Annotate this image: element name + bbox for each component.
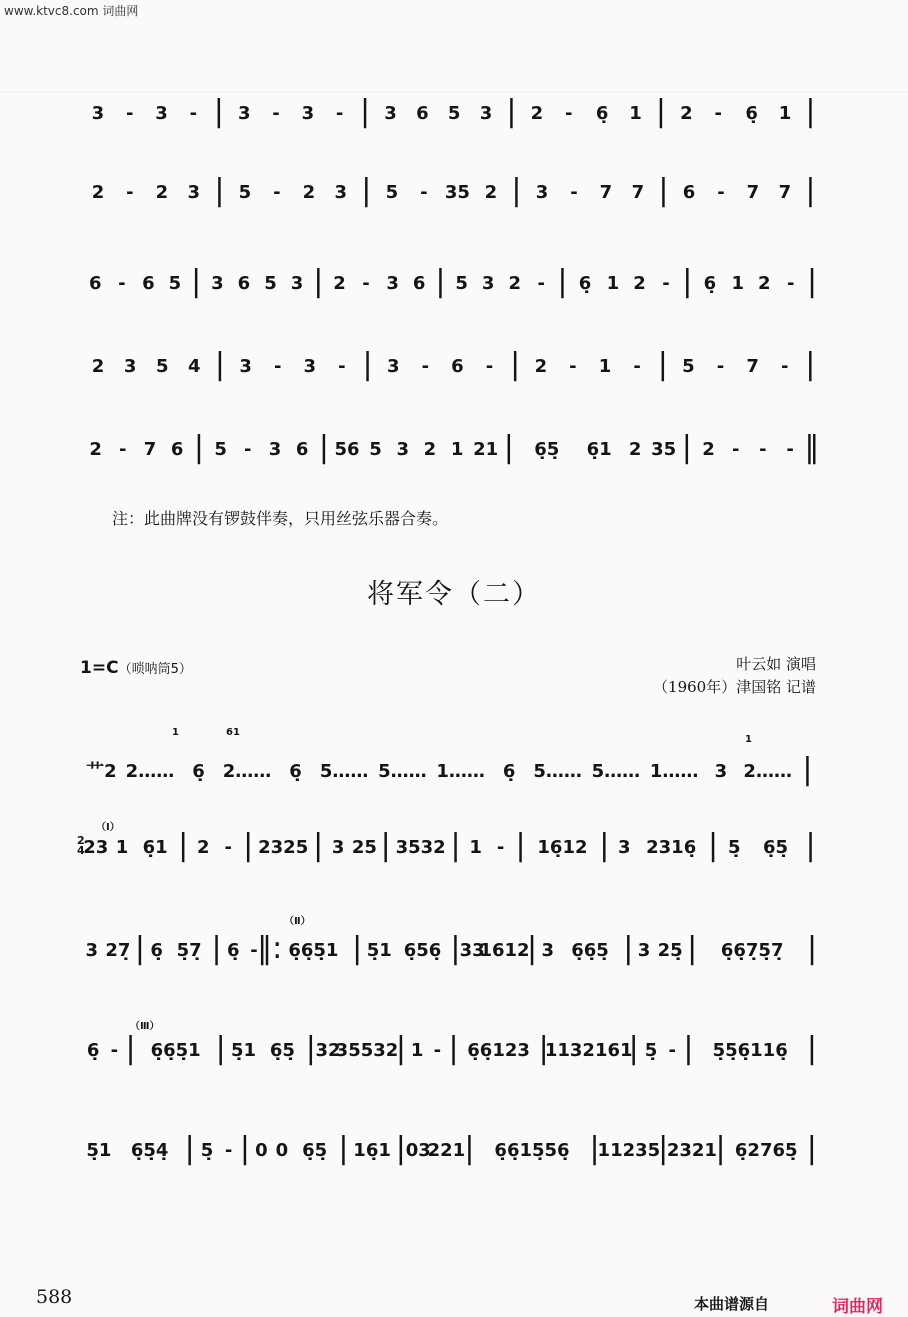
note: 2 <box>333 273 346 294</box>
note: 6 <box>451 356 464 377</box>
note: 2 <box>91 356 105 377</box>
score-title: 将军令（二） <box>367 579 541 610</box>
score-one-row-3 <box>0 264 908 324</box>
note: 3 <box>541 940 555 961</box>
note: 5 <box>447 103 461 124</box>
barline: | <box>658 1131 669 1166</box>
note: 6̣5̣ <box>302 1140 328 1161</box>
note: - <box>224 837 232 858</box>
note: 7 <box>631 182 645 203</box>
note: 5…… <box>591 761 641 782</box>
note: 6̣ <box>192 761 205 782</box>
note: 4 <box>188 356 201 377</box>
time-signature-top: 2 <box>77 834 85 847</box>
note: 6̣ <box>745 103 758 124</box>
note: - <box>118 273 126 294</box>
note: - <box>126 182 134 203</box>
barline: | <box>313 264 324 299</box>
note: 3 <box>384 103 397 124</box>
note: 5 <box>385 182 399 203</box>
note: 2 <box>423 439 437 460</box>
note: 2 <box>530 103 544 124</box>
grace-label-1: 1 <box>172 727 179 738</box>
note: 2 <box>89 439 102 460</box>
note: 6 <box>412 273 426 294</box>
note: 2316̣ <box>646 837 697 858</box>
note: 3 <box>85 940 99 961</box>
note: 3 <box>301 103 315 124</box>
key-note: （唢呐筒5） <box>118 662 192 677</box>
note: 2 <box>628 439 642 460</box>
note: 3532 <box>395 837 446 858</box>
note: 3 <box>386 273 399 294</box>
note: - <box>569 356 577 377</box>
note: 7 <box>143 439 157 460</box>
note: 32 <box>315 1040 341 1061</box>
note: 6̣ <box>595 103 609 124</box>
note: 3 <box>481 273 495 294</box>
note: 56 <box>334 439 360 460</box>
note: 6̣ <box>150 940 163 961</box>
barline: | <box>683 1031 694 1066</box>
barline: | <box>243 828 254 863</box>
note: 21 <box>473 439 499 460</box>
score-two-row-1 <box>0 752 908 812</box>
note: 3 <box>290 273 304 294</box>
barline: | <box>599 828 610 863</box>
note: - <box>244 439 252 460</box>
note: 6 <box>142 273 155 294</box>
note: 7 <box>746 182 760 203</box>
barline: | <box>511 173 522 208</box>
note: 2321 <box>666 1140 717 1161</box>
note: 1 <box>731 273 744 294</box>
note: 5 <box>155 356 169 377</box>
note: 0 <box>255 1140 268 1161</box>
transcriber-credit: （1960年）津国铭 记谱 <box>653 678 816 696</box>
barline: | <box>214 347 226 382</box>
score-two-row-2 <box>0 828 908 888</box>
note: 11235 <box>597 1140 661 1161</box>
barline: | <box>557 264 568 299</box>
note: - <box>668 1040 676 1061</box>
note: 6 <box>170 439 184 460</box>
barline: | <box>687 931 698 966</box>
source-site: 词曲网 <box>832 1297 883 1317</box>
barline: | <box>362 347 373 382</box>
note: 33 <box>459 940 485 961</box>
barline: | <box>318 430 329 465</box>
note: 3 <box>618 837 631 858</box>
note: 25 <box>351 837 377 858</box>
barline: | <box>338 1131 349 1166</box>
page-number: 588 <box>36 1286 73 1308</box>
note: 6̣6̣123 <box>467 1040 530 1061</box>
note: 5̣7̣ <box>176 940 202 961</box>
note: 1 <box>598 356 612 377</box>
score-one-row-4 <box>0 347 908 407</box>
barline: | <box>184 1131 195 1166</box>
note: 27̣ <box>105 940 131 961</box>
note: 5 <box>682 356 695 377</box>
barline: | <box>805 94 816 129</box>
barline: | <box>313 828 324 863</box>
note: 2 <box>91 182 105 203</box>
note: - <box>759 439 767 460</box>
note: 1 <box>606 273 620 294</box>
key-signature <box>80 658 192 678</box>
note: 2 <box>534 356 548 377</box>
note: 1 <box>115 837 129 858</box>
note: 1 <box>629 103 642 124</box>
source-label: 本曲谱源自 <box>694 1295 770 1313</box>
score-one-row-2 <box>0 173 908 233</box>
barline: | <box>506 94 517 129</box>
note: 3 <box>187 182 201 203</box>
note: - <box>433 1040 442 1061</box>
barline: | <box>395 1031 406 1066</box>
note: 5̣ <box>644 1040 658 1061</box>
barline: | <box>214 173 225 208</box>
note: 25̣ <box>657 940 683 961</box>
note: 2…… <box>743 761 792 782</box>
note: 6̣6̣7̣5̣7̣ <box>720 940 784 961</box>
barline: | <box>215 1031 226 1066</box>
performer-credit: 叶云如 演唱 <box>736 655 816 673</box>
section-label-1: （Ⅰ） <box>96 822 120 833</box>
note: 3 <box>479 103 493 124</box>
barline: | <box>806 264 818 299</box>
note: 6̣6̣5̣ <box>571 940 609 961</box>
note: 1…… <box>649 761 699 782</box>
note: 2 <box>508 273 521 294</box>
section-label-3: （Ⅲ） <box>130 1021 160 1032</box>
note: 3 <box>91 103 105 124</box>
note: 6 <box>237 273 251 294</box>
note: - <box>714 103 722 124</box>
note: 5̣5̣6̣116̣ <box>712 1040 788 1061</box>
note: 2…… <box>125 761 175 782</box>
note: 5 <box>238 182 252 203</box>
note: 6̣2765̣ <box>734 1140 798 1161</box>
note: 2…… <box>222 761 272 782</box>
key-label: 1=C <box>80 658 119 678</box>
note: 3 <box>637 940 651 961</box>
note: 艹2 <box>86 761 117 782</box>
note: 5̣1 <box>86 1140 112 1161</box>
note: - <box>224 1140 233 1161</box>
note: 2325 <box>258 837 309 858</box>
note: 35 <box>651 439 677 460</box>
barline: | <box>707 828 719 863</box>
note: - <box>537 273 545 294</box>
note: 2 <box>155 182 169 203</box>
note: 03 <box>405 1140 431 1161</box>
note: 2 <box>702 439 715 460</box>
note: 5 <box>455 273 468 294</box>
note: 6̣ <box>289 761 302 782</box>
note: 3 <box>714 761 728 782</box>
note: 3 <box>123 356 137 377</box>
note: 7 <box>778 182 792 203</box>
barline: | <box>380 828 391 863</box>
note: 3 <box>237 103 251 124</box>
note: 3 <box>303 356 317 377</box>
note: 2 <box>633 273 646 294</box>
note: - <box>250 940 258 961</box>
note: 5 <box>264 273 277 294</box>
note: 35 <box>444 182 470 203</box>
note: 1 <box>450 439 464 460</box>
barline: ‖ <box>804 430 820 465</box>
barline: | <box>510 347 521 382</box>
note: 6̣1 <box>586 439 612 460</box>
note: - <box>272 103 280 124</box>
note: 5 <box>168 273 182 294</box>
barline: | <box>239 1131 251 1166</box>
score-two-row-5 <box>0 1131 908 1191</box>
barline: | <box>448 1031 459 1066</box>
note: 5̣1 <box>230 1040 256 1061</box>
note: 3 <box>535 182 549 203</box>
section-label-2: （Ⅱ） <box>284 916 311 927</box>
note: 1 <box>410 1040 424 1061</box>
note: 6̣ <box>227 940 240 961</box>
note: 6 <box>295 439 309 460</box>
note: - <box>421 356 430 377</box>
score-one-row-5 <box>0 430 908 490</box>
note: 3 <box>268 439 282 460</box>
note: 221 <box>427 1140 466 1161</box>
barline: | <box>305 1031 316 1066</box>
note: 3 <box>386 356 400 377</box>
note: - <box>564 103 573 124</box>
barline: | <box>213 94 224 129</box>
note: 3 <box>239 356 252 377</box>
note: 3 <box>334 182 348 203</box>
barline: | <box>450 828 461 863</box>
note: 7 <box>746 356 759 377</box>
note: - <box>633 356 641 377</box>
note: 5 <box>214 439 227 460</box>
barline: | <box>805 173 816 208</box>
note: 2 <box>484 182 498 203</box>
note: 6̣1 <box>142 837 168 858</box>
note: - <box>189 103 198 124</box>
note: 3 <box>331 837 345 858</box>
barline: | <box>655 94 666 129</box>
note: - <box>717 182 725 203</box>
note: - <box>338 356 346 377</box>
note: 6̣6̣15̣56̣ <box>494 1140 570 1161</box>
note: 16̣12 <box>537 837 588 858</box>
barline: | <box>538 1031 549 1066</box>
note: 5̣ <box>200 1140 214 1161</box>
grace-label-2: 61 <box>226 727 240 738</box>
note: 2 <box>302 182 316 203</box>
barline: | <box>352 931 363 966</box>
barline: | <box>806 1131 817 1166</box>
barline: | <box>658 173 669 208</box>
barline: | <box>805 828 816 863</box>
note: - <box>119 439 127 460</box>
note: 6̣56̣ <box>403 940 442 961</box>
note: 2 <box>680 103 693 124</box>
note: 6̣5̣ <box>762 837 789 858</box>
note: - <box>662 273 670 294</box>
barline: | <box>360 94 371 129</box>
note: 5̣ <box>728 837 741 858</box>
barline: | <box>450 931 461 966</box>
note: - <box>485 356 494 377</box>
barline: | <box>802 752 813 787</box>
note: 6 <box>89 273 102 294</box>
barline: | <box>361 173 372 208</box>
site-watermark: www.ktvc8.com 词曲网 <box>4 4 139 18</box>
note: 1132161 <box>544 1040 633 1061</box>
note: 3 <box>155 103 168 124</box>
barline: | <box>807 931 818 966</box>
barline: | <box>193 430 204 465</box>
note: 1612 <box>479 940 530 961</box>
note: 6̣6̣5̣1 <box>150 1040 201 1061</box>
barline: | <box>191 264 202 299</box>
note: - <box>780 356 789 377</box>
note: - <box>787 273 795 294</box>
barline: | <box>657 347 668 382</box>
note: 0 <box>275 1140 289 1161</box>
note: - <box>496 837 505 858</box>
note: 3 <box>396 439 410 460</box>
note: 16̣1 <box>353 1140 391 1161</box>
note: - <box>362 273 370 294</box>
barline: | <box>681 430 692 465</box>
note: 2 <box>757 273 771 294</box>
note: 7 <box>599 182 613 203</box>
barline: | <box>211 931 222 966</box>
barline: | <box>628 1031 639 1066</box>
note: 6̣6̣5̣1 <box>288 940 339 961</box>
note: 5…… <box>533 761 582 782</box>
note: 1 <box>469 837 482 858</box>
note: 6̣5̣4̣ <box>130 1140 169 1161</box>
note: - <box>273 356 282 377</box>
note: 5̣1 <box>366 940 392 961</box>
barline: | <box>623 931 634 966</box>
note: 2 <box>196 837 210 858</box>
barline: | <box>178 828 189 863</box>
note: - <box>273 182 281 203</box>
note: - <box>570 182 578 203</box>
note: 5…… <box>319 761 369 782</box>
note: 5…… <box>378 761 427 782</box>
barline: | <box>526 931 538 966</box>
note: 35532 <box>335 1040 399 1061</box>
note: 6̣5̣ <box>269 1040 295 1061</box>
barline: | <box>805 347 816 382</box>
note: 3 <box>211 273 224 294</box>
score-two-row-3 <box>0 931 908 991</box>
barline: ‖: <box>257 931 283 966</box>
note: - <box>716 356 725 377</box>
note: 6̣ <box>86 1040 100 1061</box>
score-note: 注：此曲牌没有锣鼓伴奏，只用丝弦乐器合奏。 <box>112 509 449 528</box>
note: 6̣ <box>578 273 592 294</box>
grace-label-3: 1 <box>745 734 752 745</box>
note: - <box>125 103 134 124</box>
barline: | <box>715 1131 726 1166</box>
barline: | <box>435 264 446 299</box>
note: - <box>335 103 344 124</box>
note: - <box>420 182 428 203</box>
note: 23 <box>83 837 109 858</box>
note: - <box>786 439 794 460</box>
note: 6̣5̣ <box>534 439 560 460</box>
barline: | <box>395 1131 406 1166</box>
note: 6̣ <box>502 761 516 782</box>
note: 1 <box>778 103 792 124</box>
barline: | <box>464 1131 475 1166</box>
note: 6 <box>416 103 429 124</box>
barline: | <box>682 264 693 299</box>
score-one-row-1 <box>0 94 908 154</box>
time-signature-bottom: 4 <box>77 844 85 857</box>
note: 6̣ <box>703 273 717 294</box>
barline: | <box>134 931 146 966</box>
note: - <box>110 1040 119 1061</box>
note: 6 <box>682 182 696 203</box>
barline: | <box>503 430 514 465</box>
note: 5 <box>369 439 382 460</box>
barline: | <box>589 1131 600 1166</box>
barline: | <box>125 1031 136 1066</box>
score-two-row-4 <box>0 1031 908 1091</box>
note: - <box>731 439 740 460</box>
barline: | <box>515 828 526 863</box>
note: 1…… <box>436 761 485 782</box>
barline: | <box>806 1031 817 1066</box>
